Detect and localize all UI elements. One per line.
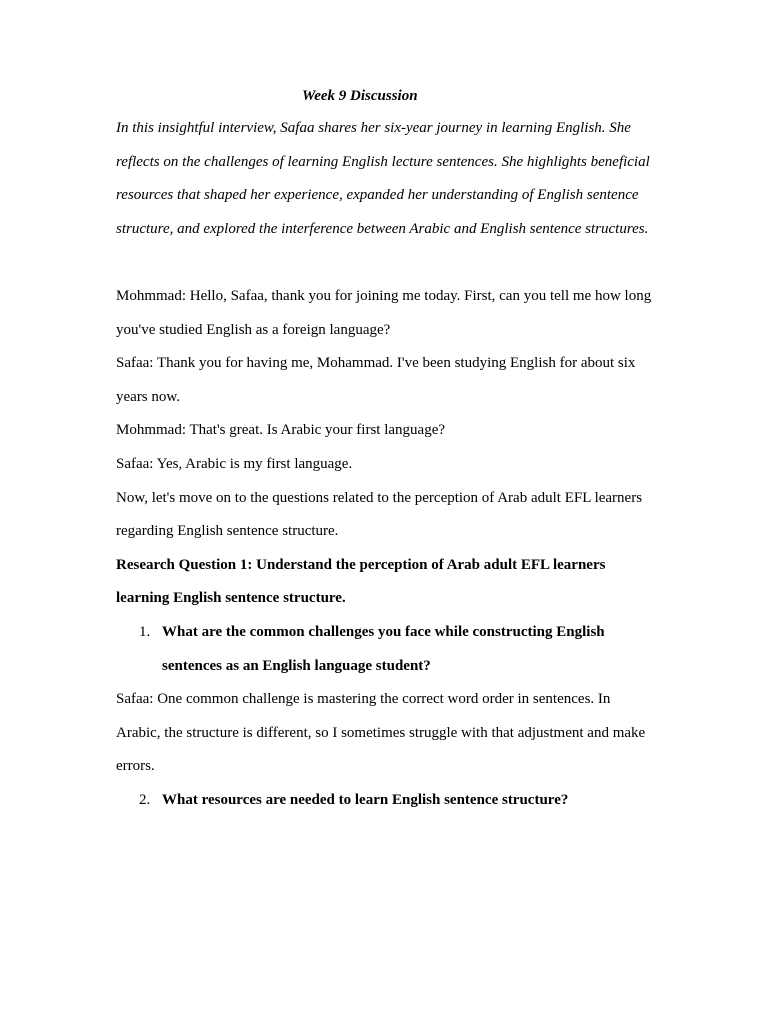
answer-paragraph: Safaa: One common challenge is mastering the correct word order in sentences. In Arabic, the structure is different, so I sometimes struggle with that adjustment and make errors. bbox=[116, 691, 646, 775]
blank-line bbox=[116, 246, 656, 280]
dialogue-paragraph: Safaa: Yes, Arabic is my first language. bbox=[116, 455, 353, 472]
numbered-question bbox=[116, 784, 656, 818]
research-question-heading: Research Question 1: Understand the perception of Arab adult EFL learners learning English sentence structure. bbox=[116, 556, 606, 607]
dialogue-paragraph: Mohmmad: Hello, Safaa, thank you for joining me today. First, can you tell me how long you've studied English as a foreign language? bbox=[116, 287, 652, 338]
dialogue-paragraph: Safaa: Thank you for having me, Mohammad. I've been studying English for about six years now. bbox=[116, 355, 636, 405]
dialogue-paragraph: Mohmmad: That's great. Is Arabic your first language? bbox=[116, 422, 446, 439]
question-text: What are the common challenges you face while constructing English sentences as an English language student? bbox=[162, 623, 605, 674]
document-title: Week 9 Discussion bbox=[302, 88, 418, 104]
question-text: What resources are needed to learn English sentence structure? bbox=[162, 791, 569, 808]
question-number: 1. bbox=[139, 623, 151, 640]
abstract-paragraph: In this insightful interview, Safaa shares her six-year journey in learning English. She reflects on the challenges of learning English lecture sentences. She highlights beneficial resources that shaped her experience, expanded her understanding of English sentence structure, and explored the interference between Arabic and English sentence structures. bbox=[116, 120, 650, 237]
document-body bbox=[116, 112, 656, 817]
numbered-question bbox=[116, 616, 656, 683]
question-number: 2. bbox=[139, 791, 151, 808]
dialogue-paragraph: Now, let's move on to the questions related to the perception of Arab adult EFL learners regarding English sentence structure. bbox=[116, 489, 643, 540]
